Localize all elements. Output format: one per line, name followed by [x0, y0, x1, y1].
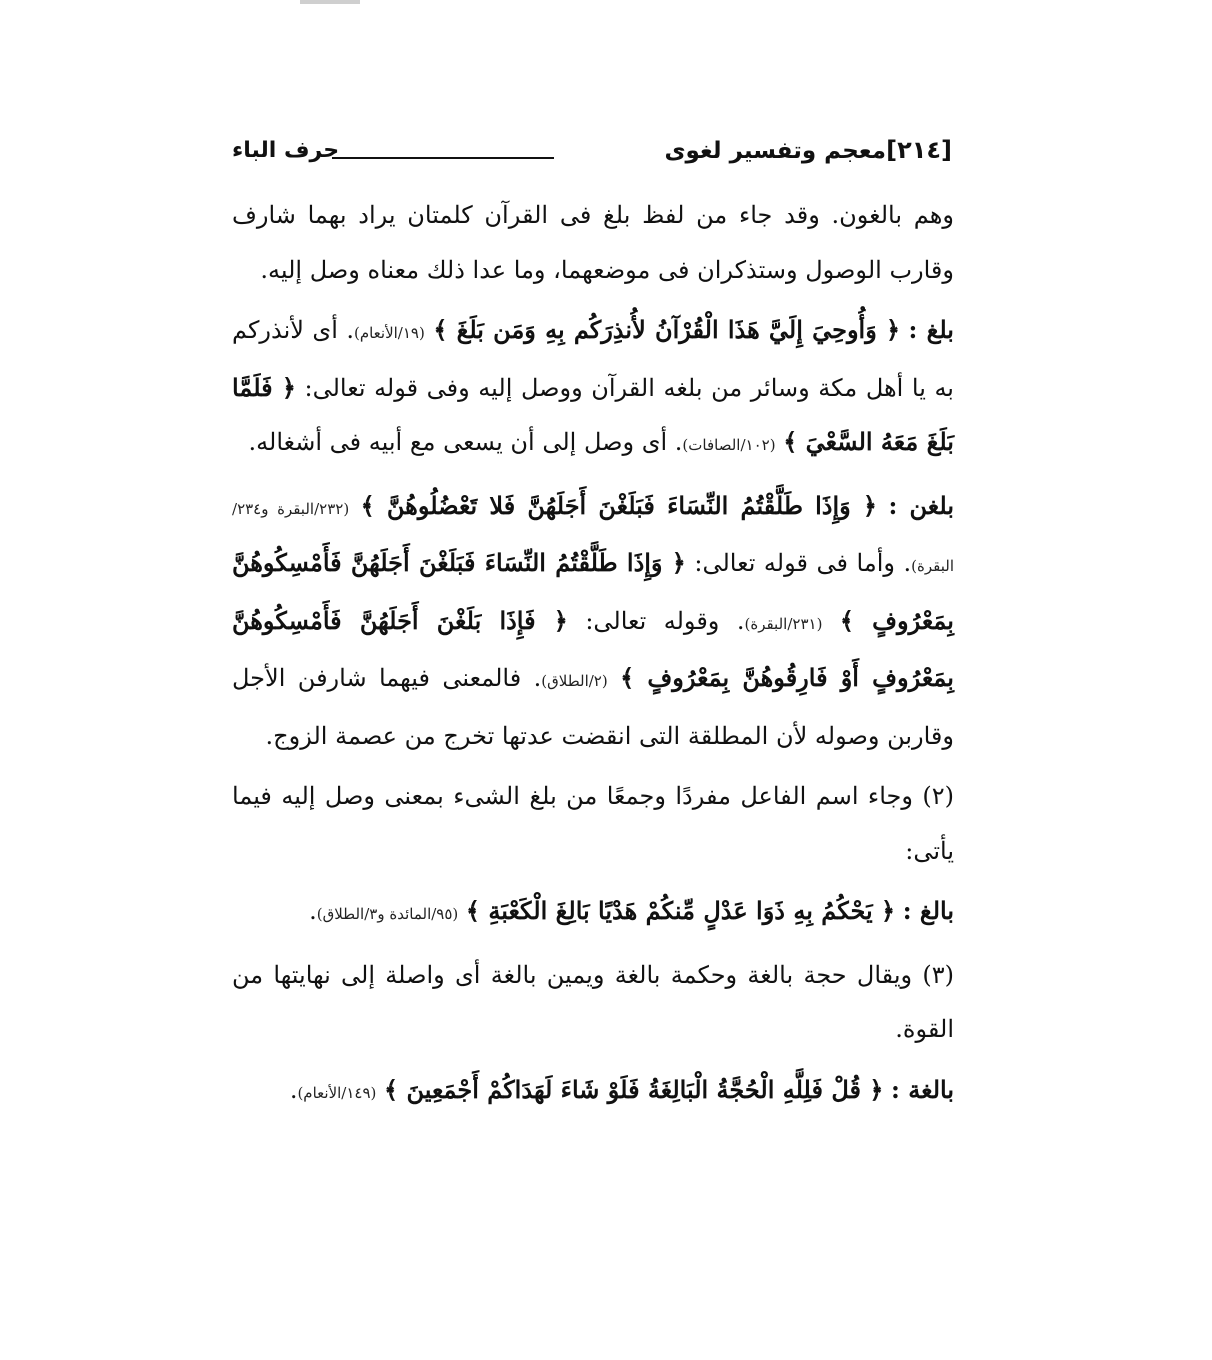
entry-text: . وقوله تعالى: [585, 606, 745, 635]
quran-verse: ﴿ وَإِذَا طَلَّقْتُمُ النِّسَاءَ فَبَلَغْنَ أَجَلَهُنَّ فَأَمْسِكُوهُنَّ بِمَعْرُوفٍ ﴾ [232, 548, 954, 635]
page-body [232, 188, 954, 1120]
quran-verse: ﴿ قُلْ فَلِلَّهِ الْحُجَّةُ الْبَالِغَةُ فَلَوْ شَاءَ لَهَدَاكُمْ أَجْمَعِينَ ﴾ [384, 1074, 884, 1104]
entry-balaghna [232, 479, 954, 764]
entry-term: بالغة : [891, 1074, 954, 1104]
section-title: حرف الباء [232, 138, 340, 163]
entry-term: بلغن : [888, 490, 954, 520]
verse-reference: (٢٣١/البقرة) [744, 614, 823, 633]
page-header [232, 134, 952, 174]
verse-reference: (١٤٩/الأنعام) [297, 1083, 377, 1102]
entry-term: بالغ : [902, 896, 954, 925]
quran-verse: ﴿ فَإِذَا بَلَغْنَ أَجَلَهُنَّ فَأَمْسِكُوهُنَّ بِمَعْرُوفٍ أَوْ فَارِقُوهُنَّ بِمَعْرُوفٍ ﴾ [232, 605, 954, 692]
header-rule [332, 157, 554, 159]
entry-baligh [232, 884, 954, 942]
entry-text: . أى لأنذركم به يا أهل مكة وسائر من بلغه القرآن ووصل إليه وفى قوله تعالى: [232, 316, 954, 402]
book-title: معجم وتفسير لغوى [664, 138, 886, 164]
entry-balagha [232, 303, 954, 473]
page-number: [٢١٤] [886, 136, 952, 164]
verse-reference: (٩٥/المائدة و٣/الطلاق) [316, 905, 459, 923]
quran-verse: ﴿ يَحْكُمُ بِهِ ذَوَا عَدْلٍ مِّنكُمْ هَدْيًا بَالِغَ الْكَعْبَةِ ﴾ [465, 896, 896, 925]
verse-reference: (٢٣٢/البقرة و٢٣٤/البقرة) [232, 499, 954, 575]
quran-verse: ﴿ وَإِذَا طَلَّقْتُمُ النِّسَاءَ فَبَلَغْنَ أَجَلَهُنَّ فَلا تَعْضُلُوهُنَّ ﴾ [360, 490, 877, 520]
entry-text: . فالمعنى فيهما شارفن الأجل وقاربن وصوله لأن المطلقة التى انقضت عدتها تخرج من عصمة الزوج. [232, 664, 954, 750]
entry-text: . أى وصل إلى أن يسعى مع أبيه فى أشغاله. [248, 428, 683, 456]
entry-end: . [309, 897, 317, 925]
verse-reference: (١٩/الأنعام) [353, 324, 425, 342]
entry-text: . وأما فى قوله تعالى: [694, 549, 912, 577]
scan-edge-mark [300, 0, 360, 4]
quran-verse: ﴿ فَلَمَّا بَلَغَ مَعَهُ السَّعْيَ ﴾ [232, 372, 954, 456]
entry-term: بلغ : [908, 315, 954, 344]
quran-verse: ﴿ وَأُوحِيَ إِلَيَّ هَذَا الْقُرْآنُ لأُنذِرَكُم بِهِ وَمَن بَلَغَ ﴾ [433, 315, 901, 344]
paragraph-2: (٢) وجاء اسم الفاعل مفردًا وجمعًا من بلغ الشىء بمعنى وصل إليه فيما يأتى: [232, 782, 954, 865]
paragraph-1: وهم بالغون. وقد جاء من لفظ بلغ فى القرآن كلمتان يراد بهما شارف وقارب الوصول وستذكران فى موضعهما، وما عدا ذلك معناه وصل إليه. [232, 201, 954, 284]
entry-balighah [232, 1063, 954, 1121]
verse-reference: (٢/الطلاق) [541, 672, 608, 690]
entry-end: . [289, 1075, 298, 1104]
paragraph-3: (٣) ويقال حجة بالغة وحكمة بالغة ويمين بالغة أى واصلة إلى نهايتها من القوة. [232, 960, 954, 1043]
verse-reference: (١٠٢/الصافات) [682, 436, 776, 454]
